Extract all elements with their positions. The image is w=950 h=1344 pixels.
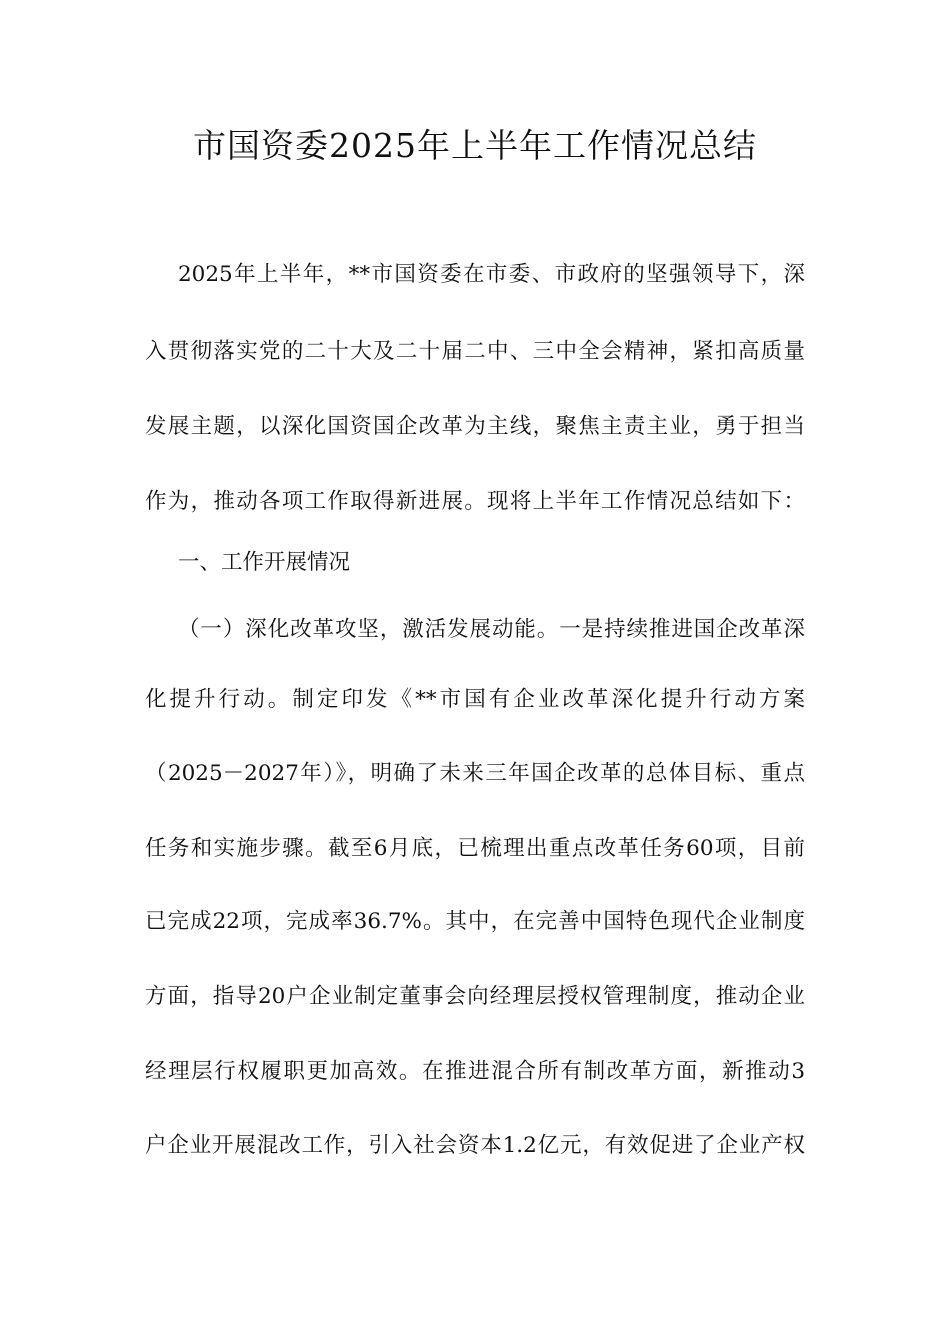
paragraph-line: 化提升行动。制定印发《**市国有企业改革深化提升行动方案 (145, 687, 805, 712)
section-heading: 一、工作开展情况 (178, 550, 351, 575)
paragraph-line: 已完成22项，完成率36.7%。其中，在完善中国特色现代企业制度 (145, 909, 805, 934)
document-title: 市国资委2025年上半年工作情况总结 (193, 126, 757, 165)
paragraph-line: 任务和实施步骤。截至6月底，已梳理出重点改革任务60项，目前 (145, 836, 805, 861)
paragraph-line: 经理层行权履职更加高效。在推进混合所有制改革方面，新推动3 (145, 1059, 805, 1084)
paragraph-line: （一）深化改革攻坚，激活发展动能。一是持续推进国企改革深 (178, 617, 805, 642)
paragraph-line: 2025年上半年，**市国资委在市委、市政府的坚强领导下，深 (178, 262, 805, 287)
paragraph-line: 户企业开展混改工作，引入社会资本1.2亿元，有效促进了企业产权 (145, 1133, 805, 1158)
paragraph-line: （2025－2027年）》，明确了未来三年国企改革的总体目标、重点 (145, 761, 805, 786)
paragraph-line: 作为，推动各项工作取得新进展。现将上半年工作情况总结如下： (145, 489, 805, 514)
paragraph-line: 入贯彻落实党的二十大及二十届二中、三中全会精神，紧扣高质量 (145, 339, 805, 364)
paragraph-line: 方面，指导20户企业制定董事会向经理层授权管理制度，推动企业 (145, 984, 805, 1009)
paragraph-line: 发展主题，以深化国资国企改革为主线，聚焦主责主业，勇于担当 (145, 414, 805, 439)
